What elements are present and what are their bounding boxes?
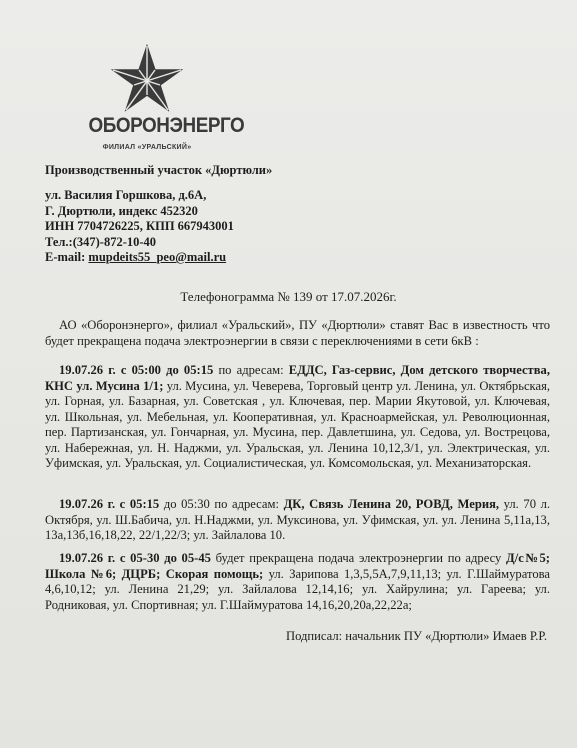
intro-paragraph bbox=[45, 318, 550, 349]
outage-1-streets: ул. Мусина, ул. Чеверева, Торговый центр ул. Ленина, ул. Октябрьская, ул. Горная, ул. Базарная, ул. Советская , ул. Ключевая, пер. Марии Якутовой, ул. Ключевая, ул. Школьная, ул. Мебельная, ул. Кооперативная, ул. Красноармейская, ул. Революционная, пер. Партизанская, ул. Гончарная, ул. Мусина, пер. Давлетшина, ул. Седова, ул. Вострецова, ул. Набережная, ул. Н. Наджми, ул. Уральская, ул. Ленина 10,12,3/1, ул. Электрическая, ул. Уфимская, ул. Уральская, ул. Социалистическая, ул. Комсомольская, ул. Механизаторская. bbox=[45, 378, 551, 470]
star-emblem-icon bbox=[107, 44, 187, 112]
outage-2-time-end: до 05:30 bbox=[159, 497, 210, 511]
signature-line: Подписал: начальник ПУ «Дюртюли» Имаев Р.Р. bbox=[286, 629, 547, 643]
contact-block bbox=[45, 188, 234, 266]
address-line: ул. Василия Горшкова, д.6А, bbox=[45, 188, 207, 202]
outage-2-mid: по адресам: bbox=[209, 497, 284, 511]
email-label: E-mail: bbox=[45, 250, 89, 264]
outage-1-objects: ЕДДС, Газ-сервис, Дом детского творчества, КНС ул. Мусина 1/1; bbox=[45, 363, 550, 393]
outage-1-mid: по адресам: bbox=[213, 363, 289, 377]
company-logo bbox=[82, 44, 245, 151]
email-link[interactable]: mupdeits55_peo@mail.ru bbox=[88, 250, 227, 264]
city-line: Г. Дюртюли, индекс 452320 bbox=[45, 203, 198, 218]
telephonogram-heading: Телефонограмма № 139 от 17.07.2026г. bbox=[180, 289, 397, 304]
phone-line: Тел.:(347)-872-10-40 bbox=[45, 234, 157, 249]
outage-3-time: 19.07.26 г. с 05-30 до 05-45 bbox=[59, 551, 211, 565]
outage-3-streets: ул. Зарипова 1,3,5,5А,7,9,11,13; ул. Г.Шаймуратова 4,6,10,12; ул. Ленина 21,29; ул. Зайлалова 12,14,16; ул. Хайрулина; ул. Гареева; ул. Родниковая, ул. Спортивная; ул. Г.Шаймуратова 14,16,20,20а,22,22а; bbox=[45, 566, 550, 612]
intro-text: АО «Оборонэнерго», филиал «Уральский», ПУ «Дюртюли» ставят Вас в известность что будет прекращена подача электроэнергии в связи с переключениями в сети 6кВ : bbox=[45, 318, 550, 348]
outage-3-objects: Д/с№5; Школа №6; ДЦРБ; Скорая помощь; bbox=[45, 551, 550, 581]
outage-2-time: 19.07.26 г. с 05:15 bbox=[59, 497, 160, 511]
logo-brand-text: ОБОРОНЭНЕРГО bbox=[88, 114, 245, 137]
outage-paragraph-3 bbox=[45, 551, 550, 613]
outage-2-objects: ДК, Связь Ленина 20, РОВД, Мерия, bbox=[283, 497, 500, 511]
outage-2-streets: ул. 70 л. Октября, ул. Ш.Бабича, ул. Н.Наджми, ул. Муксинова, ул. Уфимская, ул. ул. Ленина 5,11а,13, 13а,13б,16,18,22, 22/1,22/3; ул. Зайлалова 10. bbox=[45, 497, 550, 542]
email-line bbox=[45, 250, 234, 266]
inn-line: ИНН 7704726225, КПП 667943001 bbox=[45, 219, 234, 233]
outage-paragraph-1 bbox=[45, 363, 550, 472]
outage-1-time: 19.07.26 г. с 05:00 до 05:15 bbox=[59, 363, 214, 377]
production-unit-title: Производственный участок «Дюртюли» bbox=[45, 163, 273, 177]
outage-3-mid: будет прекращена подача электроэнергии по адресу bbox=[210, 551, 507, 565]
logo-branch-text: ФИЛИАЛ «УРАЛЬСКИЙ» bbox=[102, 144, 192, 151]
outage-paragraph-2 bbox=[45, 497, 550, 544]
